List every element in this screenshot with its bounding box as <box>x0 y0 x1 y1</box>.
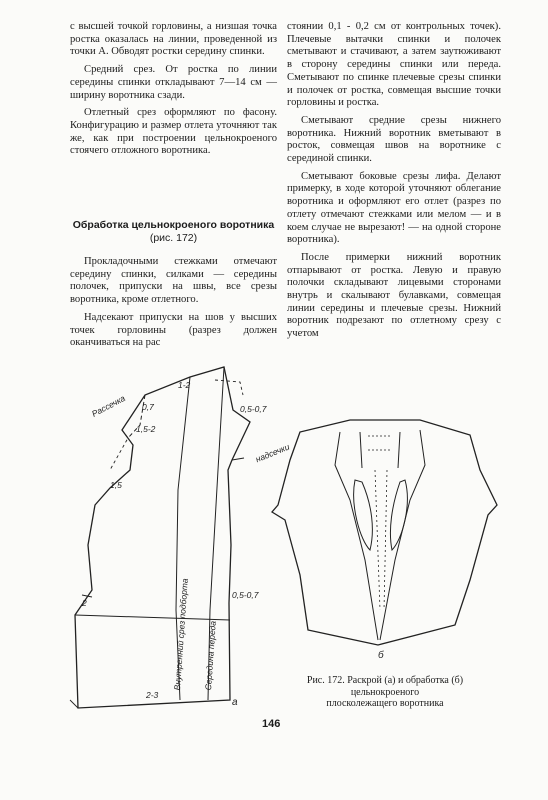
label-center-front: Середина переда <box>203 620 218 691</box>
paragraph: с высшей точкой горловины, а низшая точка ростка оказалась на линии, проведенной из точки А. Обводят ростки середину спинки. <box>70 21 277 58</box>
label-rasechka: Рассечка <box>90 392 127 419</box>
figure-reference: (рис. 172) <box>149 232 198 244</box>
section-title: Обработка цельнокроеного воротника <box>72 219 275 231</box>
page-number: 146 <box>262 718 281 730</box>
label-0-5-0-7-mid: 0,5-0,7 <box>232 590 259 600</box>
front-pattern-drawing-a <box>70 367 250 708</box>
paragraph: Прокладочными стежками отмечают середину спинки, силками — середины полочек, припуски на швы, все срезы воротника, кроме отлетного. <box>70 256 277 306</box>
label-nadsechki: надсечки <box>254 441 291 465</box>
caption-line: плосколежащего воротника <box>326 698 444 709</box>
label-0-5-0-7-top: 0,5-0,7 <box>240 404 267 414</box>
label-2-3: 2-3 <box>146 690 159 700</box>
paragraph: Сметывают боковые срезы лифа. Делают примерку, в ходе которой уточняют облегание воротника и оформляют его отлет (разрез по отлету отмечают стежками или мелом — и в коем случае не вырезают! — на одной стороне воротника). <box>287 170 501 246</box>
label-b: б <box>378 650 384 661</box>
caption-line: Рис. 172. Раскрой (а) и обработка (б) <box>306 675 464 686</box>
label-1-5: 1,5 <box>110 480 122 490</box>
label-a: а <box>232 697 238 708</box>
figure-caption <box>270 675 500 710</box>
paragraph: После примерки нижний воротник отпарывают от ростка. Левую и правую полочки складывают лицевыми сторонами внутрь и скалывают булавками, совмещая линии середины и плечевые срезы. Нижний воротник подрезают по отлетному срезу с учетом <box>287 251 501 340</box>
paragraph: Отлетный срез оформляют по фасону. Конфигурацию и размер отлета уточняют так же, как при построении цельнокроеного стоячего отложного воротника. <box>70 107 277 157</box>
label-0-7: 0,7 <box>142 402 154 412</box>
paragraph: Средний срез. От ростка по линии середины спинки откладывают 7—14 см — ширину воротника сзади. <box>70 64 277 101</box>
paragraph: стоянии 0,1 - 0,2 см от контрольных точек). Плечевые вытачки спинки и полочек сметывают и стачивают, а затем заутюживают в сторону середины спинки или переда. Сметывают по спинке плечевые срезы спинки и полочек от ростка, совмещая высшие точки горловины и ростка. <box>287 21 501 109</box>
paragraph: Сметывают средние срезы нижнего воротника. Нижний воротник вметывают в росток, совмещая швов на воротнике с серединой спинки. <box>287 114 501 165</box>
paragraph: Надсекают припуски на шов у высших точек горловины (разрез должен оканчиваться на рас <box>70 311 277 349</box>
bodice-drawing-b <box>272 420 497 645</box>
label-1-5-2: 1,5-2 <box>136 424 156 434</box>
caption-line: цельнокроеного <box>350 686 420 698</box>
label-inner-facing-edge: Внутренний срез подборта <box>172 578 190 691</box>
label-1-2: 1-2 <box>178 380 191 390</box>
label-2: 2 <box>82 598 87 608</box>
